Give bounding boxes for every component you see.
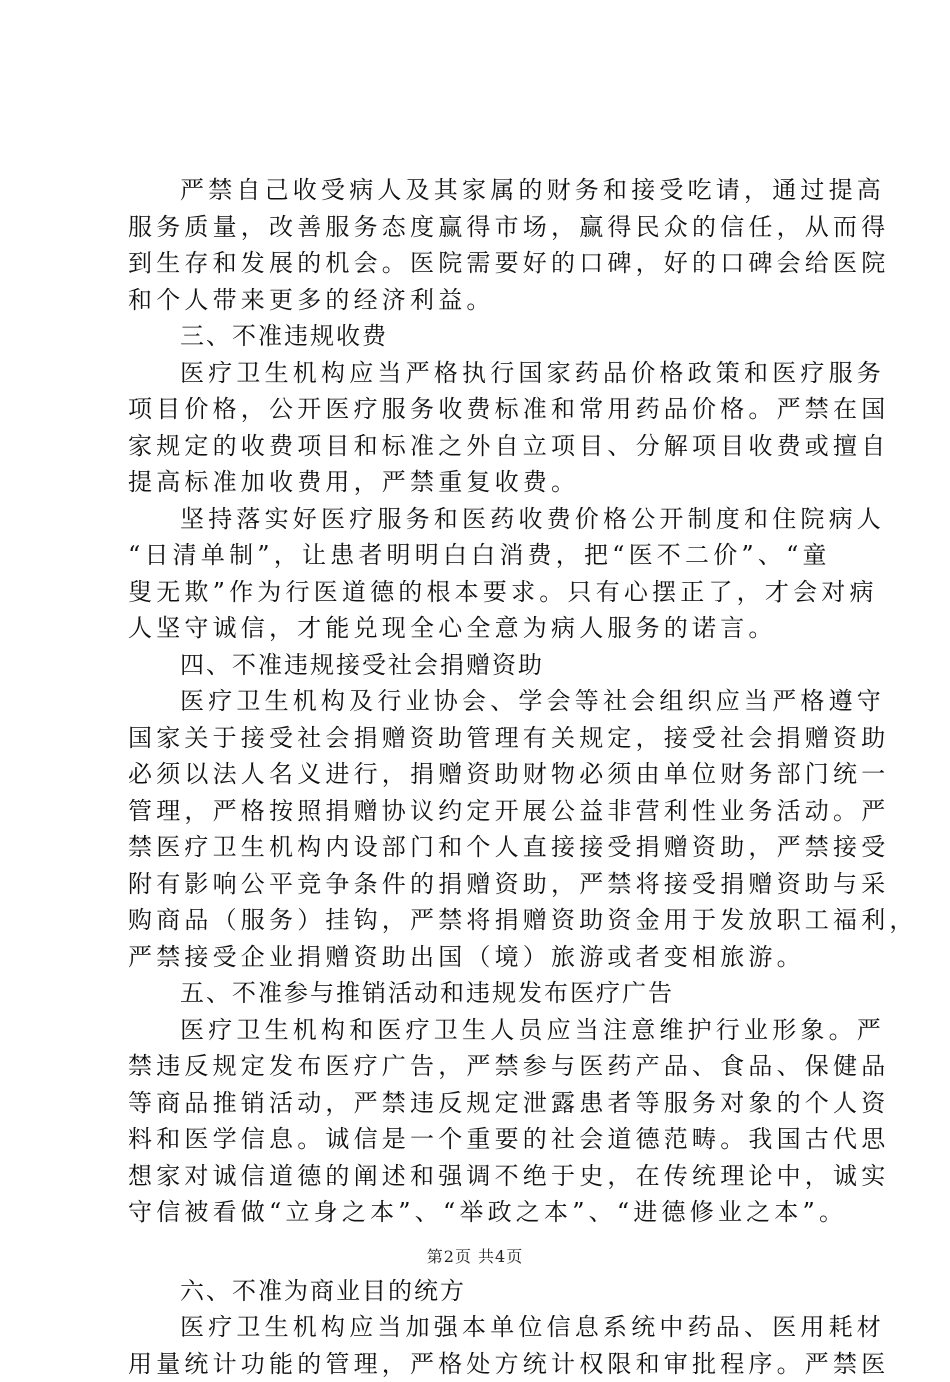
paragraph-line: 守信被看做“立身之本”、“举政之本”、“进德修业之本”。: [128, 1194, 848, 1231]
heading-text: 四、不准违规接受社会捐赠资助: [128, 647, 848, 684]
paragraph-line: 购商品（服务）挂钩，严禁将捐赠资助资金用于发放职工福利，: [128, 902, 848, 939]
paragraph-line: 医疗卫生机构应当严格执行国家药品价格政策和医疗服务: [128, 355, 848, 392]
paragraph-line: 医疗卫生机构及行业协会、学会等社会组织应当严格遵守: [128, 683, 848, 720]
paragraph-line: 严禁接受企业捐赠资助出国（境）旅游或者变相旅游。: [128, 939, 848, 976]
body-paragraph: [128, 355, 848, 501]
body-paragraph: [128, 1012, 848, 1231]
section-heading: [128, 975, 848, 1012]
paragraph-line: 料和医学信息。诚信是一个重要的社会道德范畴。我国古代思: [128, 1121, 848, 1158]
paragraph-line: 严禁自己收受病人及其家属的财务和接受吃请，通过提高: [128, 172, 848, 209]
paragraph-line: “日清单制”，让患者明明白白消费，把“医不二价”、“童: [128, 537, 848, 574]
heading-text: 六、不准为商业目的统方: [128, 1273, 848, 1310]
paragraph-line: 人坚守诚信，才能兑现全心全意为病人服务的诺言。: [128, 610, 848, 647]
heading-text: 五、不准参与推销活动和违规发布医疗广告: [128, 975, 848, 1012]
paragraph-line: 坚持落实好医疗服务和医药收费价格公开制度和住院病人: [128, 501, 848, 538]
body-paragraph: [128, 1309, 848, 1382]
paragraph-line: 禁医疗卫生机构内设部门和个人直接接受捐赠资助，严禁接受: [128, 829, 848, 866]
body-paragraph: [128, 683, 848, 975]
paragraph-line: 叟无欺”作为行医道德的根本要求。只有心摆正了，才会对病: [128, 574, 848, 611]
paragraph-line: 等商品推销活动，严禁违反规定泄露患者等服务对象的个人资: [128, 1085, 848, 1122]
paragraph-line: 项目价格，公开医疗服务收费标准和常用药品价格。严禁在国: [128, 391, 848, 428]
paragraph-line: 禁违反规定发布医疗广告，严禁参与医药产品、食品、保健品: [128, 1048, 848, 1085]
paragraph-line: 家规定的收费项目和标准之外自立项目、分解项目收费或擅自: [128, 428, 848, 465]
section-heading: [128, 647, 848, 684]
page-footer: 第2页 共4页: [0, 1244, 950, 1267]
paragraph-line: 附有影响公平竞争条件的捐赠资助，严禁将接受捐赠资助与采: [128, 866, 848, 903]
body-paragraph: [128, 501, 848, 647]
paragraph-line: 医疗卫生机构应当加强本单位信息系统中药品、医用耗材: [128, 1309, 848, 1346]
paragraph-line: 和个人带来更多的经济利益。: [128, 282, 848, 319]
section-heading: [128, 318, 848, 355]
section-heading: [128, 1273, 848, 1310]
paragraph-line: 到生存和发展的机会。医院需要好的口碑，好的口碑会给医院: [128, 245, 848, 282]
paragraph-line: 必须以法人名义进行，捐赠资助财物必须由单位财务部门统一: [128, 756, 848, 793]
paragraph-line: 国家关于接受社会捐赠资助管理有关规定，接受社会捐赠资助: [128, 720, 848, 757]
heading-text: 三、不准违规收费: [128, 318, 848, 355]
paragraph-line: 服务质量，改善服务态度赢得市场，赢得民众的信任，从而得: [128, 209, 848, 246]
paragraph-line: 管理，严格按照捐赠协议约定开展公益非营利性业务活动。严: [128, 793, 848, 830]
paragraph-line: 想家对诚信道德的阐述和强调不绝于史，在传统理论中，诚实: [128, 1158, 848, 1195]
paragraph-line: 提高标准加收费用，严禁重复收费。: [128, 464, 848, 501]
body-paragraph: [128, 172, 848, 318]
document-body: [128, 172, 848, 1382]
paragraph-line: 医疗卫生机构和医疗卫生人员应当注意维护行业形象。严: [128, 1012, 848, 1049]
paragraph-line: 用量统计功能的管理，严格处方统计权限和审批程序。严禁医: [128, 1346, 848, 1382]
